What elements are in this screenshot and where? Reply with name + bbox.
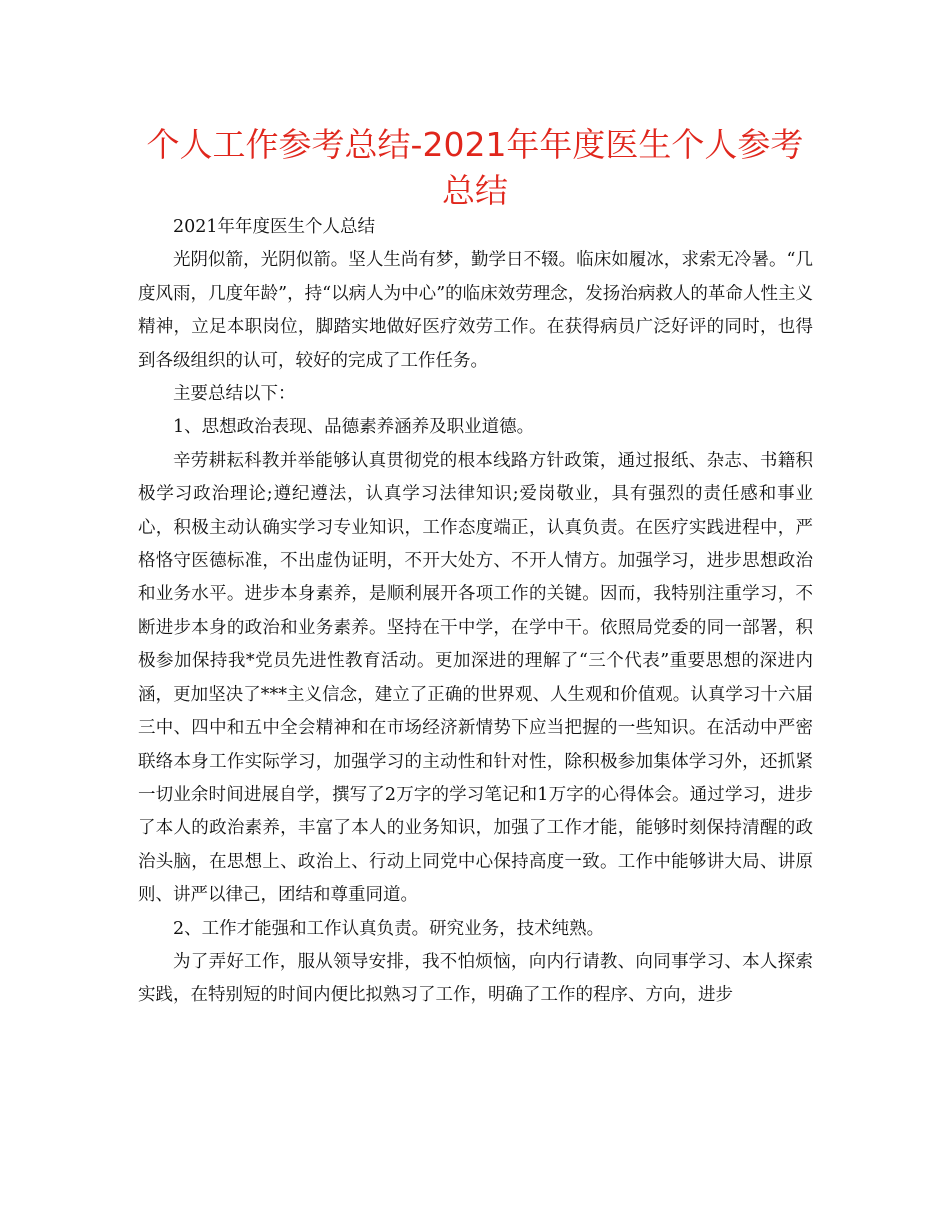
document-body: [138, 211, 813, 1013]
subtitle-paragraph: 2021年年度医生个人总结: [173, 217, 376, 237]
section-body-1: 辛劳耕耘科教并举能够认真贯彻党的根本线路方针政策，通过报纸、杂志、书籍积极学习政治理论;遵纪遵法，认真学习法律知识;爱岗敬业，具有强烈的责任感和事业心，积极主动认确实学习专业知识，工作态度端正，认真负责。在医疗实践进程中，严格恪守医德标准，不出虚伪证明，不开大处方、不开人情方。加强学习，进步思想政治和业务水平。进步本身素养，是顺利展开各项工作的关键。因而，我特别注重学习，不断进步本身的政治和业务素养。坚持在干中学，在学中干。依照局党委的同一部署，积极参加保持我*党员先进性教育活动。更加深进的理解了“三个代表”重要思想的深进内涵，更加坚决了***主义信念，建立了正确的世界观、人生观和价值观。认真学习十六届三中、四中和五中全会精神和在市场经济新情势下应当把握的一些知识。在活动中严密联络本身工作实际学习，加强学习的主动性和针对性，除积极参加集体学习外，还抓紧一切业余时间进展自学，撰写了2万字的学习笔记和1万字的心得体会。通过学习，进步了本人的政治素养，丰富了本人的业务知识，加强了工作才能，能够时刻保持清醒的政治头脑，在思想上、政治上、行动上同党中心保持高度一致。工作中能够讲大局、讲原则、讲严以律己，团结和尊重同道。: [138, 450, 813, 906]
summary-lead-paragraph: 主要总结以下：: [173, 384, 296, 405]
document-title: 个人工作参考总结-2021年年度医生个人参考总结: [146, 125, 804, 210]
section-heading-1: 1、思想政治表现、品德素养涵养及职业道德。: [173, 417, 535, 438]
section-heading-2: 2、工作才能强和工作认真负责。研究业务，技术纯熟。: [173, 918, 605, 939]
section-body-2: 为了弄好工作，服从领导安排，我不怕烦恼，向内行请教、向同事学习、本人探索实践，在特别短的时间内便比拟熟习了工作，明确了工作的程序、方向，进步: [138, 951, 813, 1006]
intro-paragraph: 光阴似箭，光阴似箭。坚人生尚有梦，勤学日不辍。临床如履冰，求索无冷暑。“几度风雨，几度年龄”，持“以病人为中心”的临床效劳理念，发扬治病救人的革命人性主义精神，立足本职岗位，脚踏实地做好医疗效劳工作。在获得病员广泛好评的同时，也得到各级组织的认可，较好的完成了工作任务。: [138, 250, 813, 371]
